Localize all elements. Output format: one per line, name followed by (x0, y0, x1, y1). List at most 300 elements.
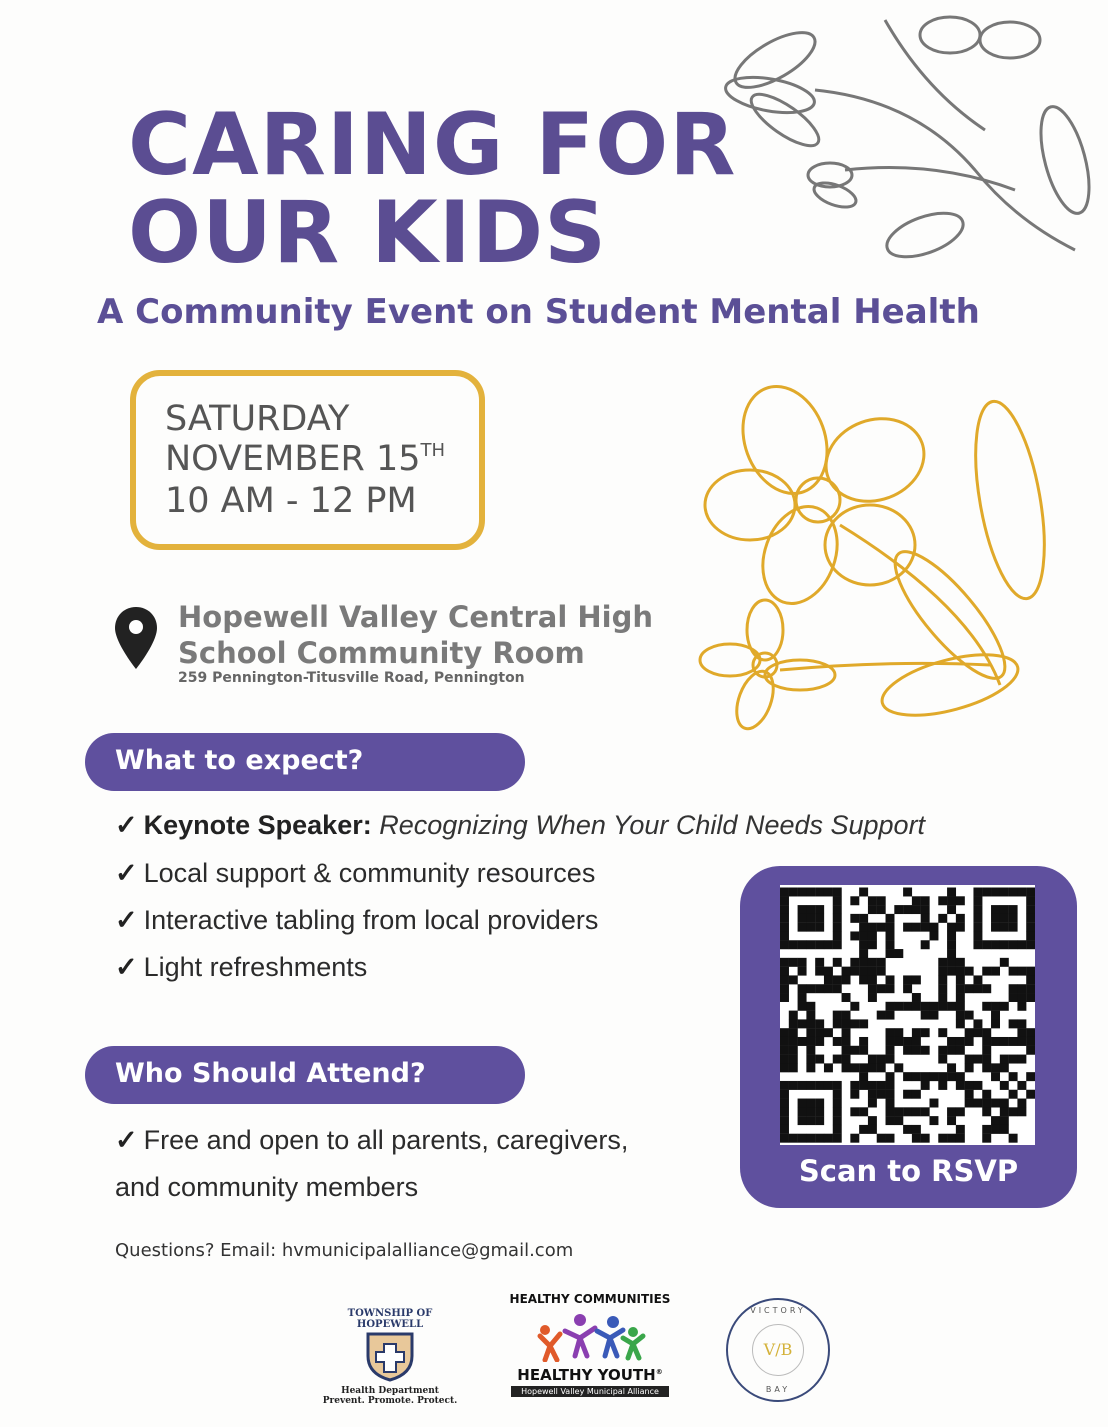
qr-module (1026, 1072, 1035, 1081)
qr-module (1026, 975, 1035, 984)
qr-module (947, 949, 956, 958)
qr-module (929, 1099, 938, 1108)
qr-module (956, 1037, 965, 1046)
qr-module (965, 1063, 974, 1072)
qr-module (1017, 1028, 1026, 1037)
qr-module (982, 1125, 991, 1134)
qr-module (965, 1037, 974, 1046)
qr-module (912, 905, 921, 914)
qr-module (815, 940, 824, 949)
qr-module (824, 940, 833, 949)
qr-module (903, 1107, 912, 1116)
qr-module (780, 931, 789, 940)
qr-module (912, 896, 921, 905)
qr-module (868, 1099, 877, 1108)
qr-module (806, 1099, 815, 1108)
qr-module (806, 1055, 815, 1064)
qr-module (947, 905, 956, 914)
qr-module (894, 949, 903, 958)
qr-module (886, 914, 895, 923)
qr-module (815, 1107, 824, 1116)
qr-module (850, 1046, 859, 1055)
qr-module (877, 1063, 886, 1072)
qr-module (947, 1002, 956, 1011)
qr-module (868, 1090, 877, 1099)
qr-module (1026, 984, 1035, 993)
qr-module (780, 1063, 789, 1072)
qr-module (789, 940, 798, 949)
qr-module (868, 1125, 877, 1134)
qr-module (886, 1134, 895, 1143)
questions-email: Questions? Email: hvmunicipalalliance@gmail.com (115, 1240, 574, 1261)
what-to-expect-heading: What to expect? (85, 733, 525, 791)
qr-module (833, 905, 842, 914)
qr-module (973, 984, 982, 993)
qr-module (973, 896, 982, 905)
qr-module (868, 993, 877, 1002)
qr-module (903, 1002, 912, 1011)
qr-module (868, 967, 877, 976)
qr-module (798, 1099, 807, 1108)
qr-module (947, 1046, 956, 1055)
check-icon: ✓ (115, 1125, 138, 1155)
qr-module (982, 888, 991, 897)
qr-module (1000, 1099, 1009, 1108)
qr-module (798, 914, 807, 923)
qr-module (780, 940, 789, 949)
qr-module (973, 931, 982, 940)
qr-module (947, 1134, 956, 1143)
qr-module (842, 1011, 851, 1020)
qr-module (1000, 1081, 1009, 1090)
qr-module (1017, 940, 1026, 949)
qr-module (991, 923, 1000, 932)
qr-module (833, 1019, 842, 1028)
qr-module (886, 984, 895, 993)
qr-module (815, 1037, 824, 1046)
qr-module (1026, 1037, 1035, 1046)
qr-module (921, 923, 930, 932)
qr-module (868, 905, 877, 914)
qr-module (991, 914, 1000, 923)
qr-module (938, 914, 947, 923)
qr-module (859, 931, 868, 940)
qr-module (789, 1081, 798, 1090)
qr-module (982, 967, 991, 976)
qr-module (833, 1037, 842, 1046)
qr-module (929, 931, 938, 940)
qr-module (894, 1028, 903, 1037)
qr-module (903, 923, 912, 932)
qr-module (1000, 1125, 1009, 1134)
qr-module (921, 1107, 930, 1116)
qr-module (886, 1099, 895, 1108)
qr-module (842, 975, 851, 984)
qr-module (938, 958, 947, 967)
qr-module (938, 1028, 947, 1037)
qr-module (929, 1072, 938, 1081)
qr-module (877, 967, 886, 976)
qr-module (956, 1072, 965, 1081)
qr-module (798, 1081, 807, 1090)
qr-module (789, 1055, 798, 1064)
qr-module (859, 888, 868, 897)
qr-module (973, 1055, 982, 1064)
qr-module (850, 1107, 859, 1116)
qr-module (956, 984, 965, 993)
qr-module (982, 1002, 991, 1011)
qr-module (1000, 914, 1009, 923)
qr-module (938, 967, 947, 976)
qr-module (973, 1019, 982, 1028)
qr-module (806, 914, 815, 923)
qr-module (912, 1028, 921, 1037)
qr-module (789, 1134, 798, 1143)
qr-module (780, 888, 789, 897)
qr-module (798, 1037, 807, 1046)
qr-module (982, 1134, 991, 1143)
qr-module (780, 1081, 789, 1090)
qr-module (824, 967, 833, 976)
qr-module (982, 1063, 991, 1072)
qr-module (868, 940, 877, 949)
qr-module (806, 923, 815, 932)
qr-module (956, 1019, 965, 1028)
qr-module (991, 1116, 1000, 1125)
qr-module (833, 1011, 842, 1020)
qr-module (798, 958, 807, 967)
qr-module (1026, 931, 1035, 940)
qr-module (965, 1081, 974, 1090)
qr-module (912, 1134, 921, 1143)
qr-module (789, 1037, 798, 1046)
qr-module (903, 975, 912, 984)
qr-module (877, 1134, 886, 1143)
qr-module (789, 1028, 798, 1037)
qr-module (824, 1081, 833, 1090)
qr-module (1026, 914, 1035, 923)
qr-module (947, 923, 956, 932)
qr-module (1026, 940, 1035, 949)
qr-module (806, 1002, 815, 1011)
qr-module (798, 888, 807, 897)
qr-module (780, 1125, 789, 1134)
qr-module (842, 1037, 851, 1046)
qr-module (833, 1099, 842, 1108)
qr-module (815, 1081, 824, 1090)
qr-module (956, 1002, 965, 1011)
qr-module (1026, 1090, 1035, 1099)
qr-module (842, 1019, 851, 1028)
qr-module (824, 975, 833, 984)
qr-module (859, 1081, 868, 1090)
qr-module (903, 1046, 912, 1055)
qr-module (780, 984, 789, 993)
qr-module (859, 940, 868, 949)
qr-module (859, 1125, 868, 1134)
qr-module (886, 923, 895, 932)
qr-module (982, 984, 991, 993)
qr-module (947, 1037, 956, 1046)
qr-module (1000, 905, 1009, 914)
qr-module (833, 1055, 842, 1064)
map-pin-icon (115, 607, 157, 669)
qr-module (780, 975, 789, 984)
qr-module (868, 1055, 877, 1064)
qr-module (806, 1011, 815, 1020)
title-line-2: OUR KIDS (128, 183, 608, 283)
qr-module (921, 1081, 930, 1090)
qr-module (798, 940, 807, 949)
qr-module (842, 993, 851, 1002)
qr-module (780, 1090, 789, 1099)
title-line-1: CARING FOR (128, 95, 737, 195)
qr-module (938, 1046, 947, 1055)
qr-module (833, 1090, 842, 1099)
qr-module (956, 1134, 965, 1143)
qr-module (947, 1072, 956, 1081)
qr-module (815, 1028, 824, 1037)
qr-module (815, 1099, 824, 1108)
qr-module (1017, 1037, 1026, 1046)
qr-module (780, 967, 789, 976)
qr-module (806, 940, 815, 949)
qr-module (973, 975, 982, 984)
qr-module (921, 1072, 930, 1081)
qr-module (903, 984, 912, 993)
qr-module (1009, 1072, 1018, 1081)
qr-module (894, 1037, 903, 1046)
qr-module (780, 958, 789, 967)
qr-module (1009, 923, 1018, 932)
qr-module (815, 923, 824, 932)
qr-module (956, 967, 965, 976)
qr-module (991, 1002, 1000, 1011)
qr-module (982, 1099, 991, 1108)
qr-module (1000, 1002, 1009, 1011)
qr-module (929, 1002, 938, 1011)
qr-module (973, 905, 982, 914)
qr-module (1017, 1081, 1026, 1090)
qr-module (956, 1107, 965, 1116)
check-icon: ✓ (115, 858, 138, 888)
qr-module (1009, 1019, 1018, 1028)
qr-module (806, 1116, 815, 1125)
qr-module (991, 1099, 1000, 1108)
qr-module (912, 1037, 921, 1046)
qr-module (798, 984, 807, 993)
who-should-attend-heading: Who Should Attend? (85, 1046, 525, 1104)
qr-module (842, 967, 851, 976)
qr-module (886, 1116, 895, 1125)
location-line-1: Hopewell Valley Central High (178, 600, 654, 634)
qr-module (886, 975, 895, 984)
qr-module (877, 896, 886, 905)
qr-module (1017, 1002, 1026, 1011)
subtitle: A Community Event on Student Mental Health (97, 292, 980, 332)
qr-module (789, 958, 798, 967)
qr-module (815, 1134, 824, 1143)
healthy-communities-healthy-youth-logo: HEALTHY COMMUNITIES HEALTHY YOUTH® Hopewell Valley Municipal Alliance (509, 1292, 671, 1396)
qr-module (815, 1116, 824, 1125)
qr-module (789, 888, 798, 897)
qr-module (991, 905, 1000, 914)
qr-module (806, 888, 815, 897)
qr-module (833, 931, 842, 940)
qr-module (956, 975, 965, 984)
qr-module (894, 905, 903, 914)
qr-module (1026, 905, 1035, 914)
qr-module (1009, 993, 1018, 1002)
qr-module (833, 914, 842, 923)
qr-module (824, 1028, 833, 1037)
qr-module (815, 914, 824, 923)
qr-module (912, 1002, 921, 1011)
qr-module (780, 993, 789, 1002)
qr-module (956, 914, 965, 923)
qr-module (912, 923, 921, 932)
qr-module (806, 1081, 815, 1090)
qr-module (912, 993, 921, 1002)
rsvp-qr-code[interactable] (780, 885, 1035, 1145)
qr-module (859, 923, 868, 932)
qr-module (780, 1116, 789, 1125)
qr-module (903, 905, 912, 914)
qr-module (1017, 888, 1026, 897)
qr-module (780, 1107, 789, 1116)
qr-module (947, 940, 956, 949)
date-time: 10 AM - 12 PM (165, 481, 417, 521)
expect-item: ✓ Local support & community resources (115, 858, 596, 888)
qr-module (824, 888, 833, 897)
qr-module (912, 975, 921, 984)
qr-module (780, 923, 789, 932)
qr-module (912, 1090, 921, 1099)
qr-module (965, 984, 974, 993)
qr-module (1026, 967, 1035, 976)
qr-module (1017, 967, 1026, 976)
qr-module (991, 1011, 1000, 1020)
qr-module (886, 1072, 895, 1081)
qr-module (1009, 1134, 1018, 1143)
qr-module (894, 1063, 903, 1072)
qr-module (859, 1107, 868, 1116)
qr-module (824, 984, 833, 993)
qr-module (1017, 1055, 1026, 1064)
qr-module (806, 1019, 815, 1028)
victory-bay-logo: VICTORY V/B BAY (726, 1298, 830, 1402)
qr-module (850, 896, 859, 905)
qr-module (842, 1046, 851, 1055)
qr-module (991, 1019, 1000, 1028)
qr-module (859, 958, 868, 967)
qr-module (833, 896, 842, 905)
qr-module (833, 923, 842, 932)
qr-module (982, 1046, 991, 1055)
qr-module (859, 1072, 868, 1081)
qr-module (1000, 1055, 1009, 1064)
qr-module (1017, 993, 1026, 1002)
qr-module (806, 1107, 815, 1116)
qr-module (806, 1028, 815, 1037)
qr-module (850, 1090, 859, 1099)
qr-module (1000, 940, 1009, 949)
qr-module (833, 975, 842, 984)
qr-module (789, 1046, 798, 1055)
qr-module (973, 1081, 982, 1090)
qr-module (1026, 993, 1035, 1002)
qr-module (991, 888, 1000, 897)
qr-module (833, 984, 842, 993)
qr-module (1026, 923, 1035, 932)
qr-module (886, 949, 895, 958)
qr-module (894, 1107, 903, 1116)
qr-module (965, 1090, 974, 1099)
qr-module (947, 1116, 956, 1125)
qr-module (850, 1002, 859, 1011)
qr-module (886, 1002, 895, 1011)
qr-module (789, 1019, 798, 1028)
qr-module (973, 914, 982, 923)
qr-module (806, 1037, 815, 1046)
qr-module (806, 984, 815, 993)
qr-module (806, 1134, 815, 1143)
qr-module (868, 1063, 877, 1072)
qr-module (1017, 1019, 1026, 1028)
qr-module (956, 1125, 965, 1134)
qr-module (973, 1099, 982, 1108)
qr-module (912, 1107, 921, 1116)
qr-module (798, 1019, 807, 1028)
qr-module (1009, 905, 1018, 914)
qr-module (1009, 1055, 1018, 1064)
qr-module (850, 1134, 859, 1143)
gold-flower-illustration (690, 385, 1100, 735)
expect-item: ✓ Light refreshments (115, 952, 368, 982)
qr-module (886, 940, 895, 949)
qr-module (877, 1090, 886, 1099)
qr-module (833, 888, 842, 897)
qr-module (938, 975, 947, 984)
check-icon: ✓ (115, 952, 138, 982)
qr-module (850, 931, 859, 940)
qr-module (859, 1046, 868, 1055)
check-icon: ✓ (115, 810, 138, 840)
qr-module (868, 958, 877, 967)
qr-module (859, 1037, 868, 1046)
qr-module (1009, 888, 1018, 897)
qr-module (921, 905, 930, 914)
qr-module (965, 1099, 974, 1108)
qr-module (921, 1002, 930, 1011)
qr-module (859, 967, 868, 976)
attend-item: ✓ Free and open to all parents, caregivers, (115, 1125, 629, 1155)
qr-module (947, 967, 956, 976)
qr-module (815, 984, 824, 993)
qr-module (956, 1046, 965, 1055)
qr-module (780, 1046, 789, 1055)
expect-item-keynote: ✓ Keynote Speaker: Recognizing When Your Child Needs Support (115, 810, 926, 840)
qr-module (859, 975, 868, 984)
qr-module (982, 1090, 991, 1099)
qr-module (921, 1011, 930, 1020)
qr-module (991, 940, 1000, 949)
qr-module (965, 967, 974, 976)
qr-module (947, 958, 956, 967)
qr-module (815, 1019, 824, 1028)
qr-module (921, 896, 930, 905)
qr-module (938, 1055, 947, 1064)
